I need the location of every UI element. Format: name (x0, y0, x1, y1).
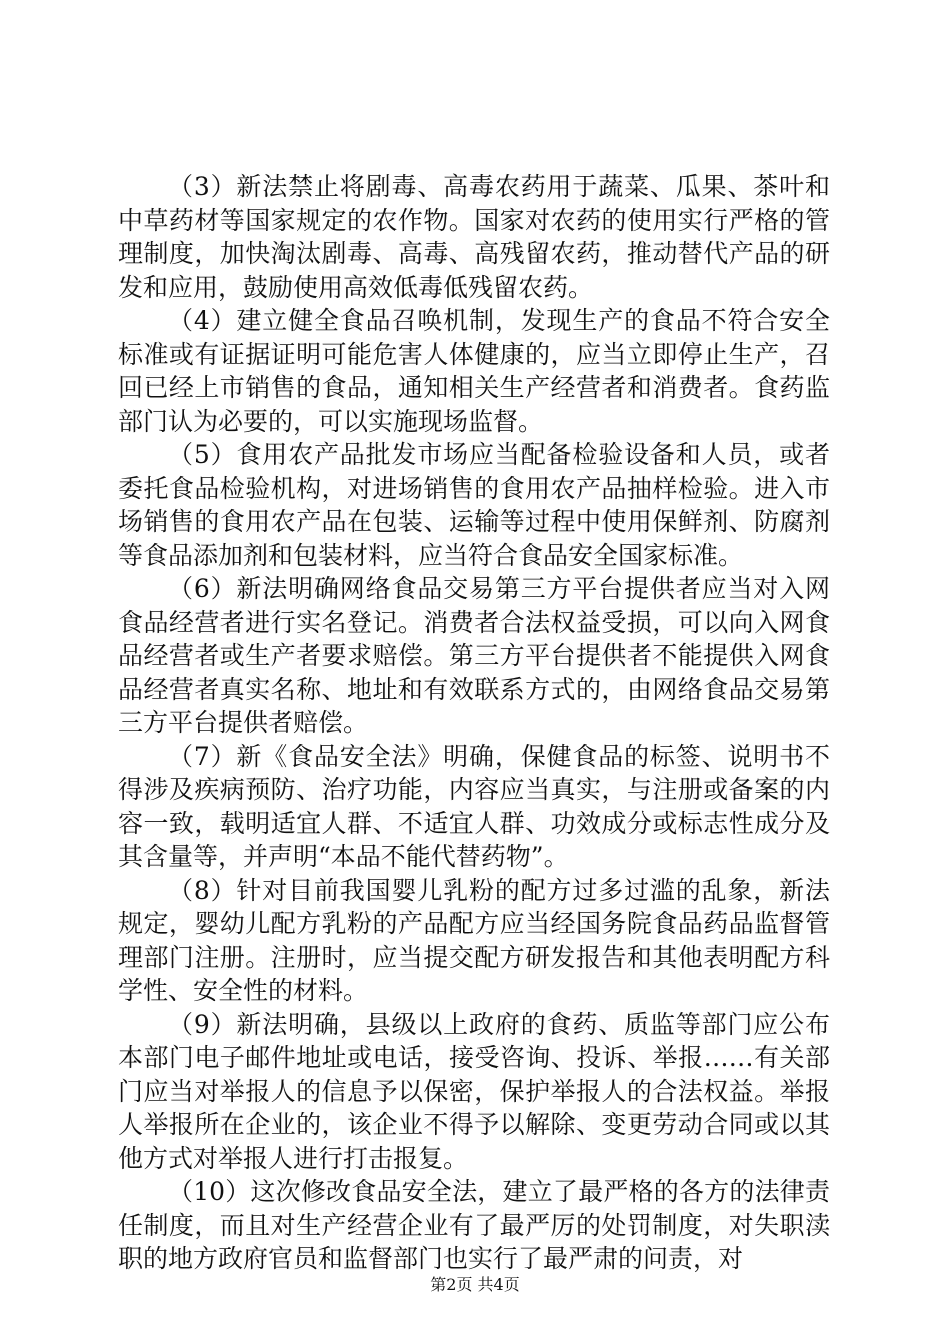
paragraph-5: （5）食用农产品批发市场应当配备检验设备和人员，或者委托食品检验机构，对进场销售的食用农产品抽样检验。进入市场销售的食用农产品在包装、运输等过程中使用保鲜剂、防腐剂等食品添加剂和包装材料，应当符合食品安全国家标准。 (118, 440, 830, 570)
paragraph-6: （6）新法明确网络食品交易第三方平台提供者应当对入网食品经营者进行实名登记。消费者合法权益受损，可以向入网食品经营者或生产者要求赔偿。第三方平台提供者不能提供入网食品经营者真实名称、地址和有效联系方式的，由网络食品交易第三方平台提供者赔偿。 (118, 574, 830, 737)
paragraph-3: （3）新法禁止将剧毒、高毒农药用于蔬菜、瓜果、茶叶和中草药材等国家规定的农作物。国家对农药的使用实行严格的管理制度，加快淘汰剧毒、高毒、高残留农药，推动替代产品的研发和应用，鼓励使用高效低毒低残留农药。 (118, 172, 830, 302)
paragraph-9: （9）新法明确，县级以上政府的食药、质监等部门应公布本部门电子邮件地址或电话，接受咨询、投诉、举报……有关部门应当对举报人的信息予以保密，保护举报人的合法权益。举报人举报所在企业的，该企业不得予以解除、变更劳动合同或以其他方式对举报人进行打击报复。 (118, 1009, 830, 1173)
document-body (118, 170, 830, 1276)
paragraph-10: （10）这次修改食品安全法，建立了最严格的各方的法律责任制度，而且对生产经营企业有了最严厉的处罚制度，对失职渎职的地方政府官员和监督部门也实行了最严肃的问责，对 (118, 1177, 830, 1273)
paragraph-4: （4）建立健全食品召唤机制，发现生产的食品不符合安全标准或有证据证明可能危害人体健康的，应当立即停止生产，召回已经上市销售的食品，通知相关生产经营者和消费者。食药监部门认为必要的，可以实施现场监督。 (118, 306, 830, 436)
paragraph-7: （7）新《食品安全法》明确，保健食品的标签、说明书不得涉及疾病预防、治疗功能，内容应当真实，与注册或备案的内容一致，载明适宜人群、不适宜人群、功效成分或标志性成分及其含量等，并声明“本品不能代替药物”。 (118, 741, 830, 871)
paragraph-8: （8）针对目前我国婴儿乳粉的配方过多过滥的乱象，新法规定，婴幼儿配方乳粉的产品配方应当经国务院食品药品监督管理部门注册。注册时，应当提交配方研发报告和其他表明配方科学性、安全性的材料。 (118, 875, 830, 1005)
page-footer: 第2页 共4页 (430, 1275, 520, 1294)
